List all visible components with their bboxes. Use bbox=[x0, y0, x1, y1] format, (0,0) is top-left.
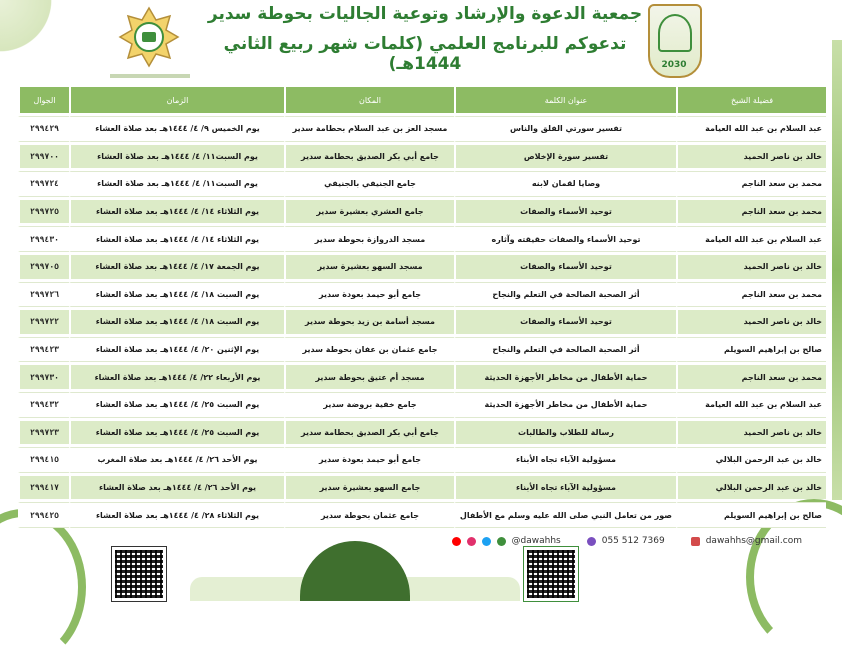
twitter-icon[interactable] bbox=[482, 537, 491, 546]
cell-sheikh: خالد بن ناصر الحميد bbox=[676, 310, 826, 334]
cell-time: يوم الثلاثاء ٢٨/ ٤/ ١٤٤٤هـ بعد صلاة العشاء bbox=[69, 502, 284, 528]
cell-title: حماية الأطفال من مخاطر الأجهزة الحديثة bbox=[454, 365, 676, 389]
cell-title: توحيد الأسماء والصفات bbox=[454, 310, 676, 334]
cell-sheikh: خالد بن ناصر الحميد bbox=[676, 421, 826, 445]
cell-phone: ٢٩٩٧٣٠ bbox=[18, 365, 69, 389]
cell-time: يوم الخميس ٩/ ٤/ ١٤٤٤هـ بعد صلاة العشاء bbox=[69, 116, 284, 142]
table-row bbox=[18, 145, 826, 169]
cell-phone: ٢٩٩٧٠٥ bbox=[18, 255, 69, 279]
bottom-emblem bbox=[300, 541, 410, 601]
cell-sheikh: محمد بن سعد الناجم bbox=[676, 200, 826, 224]
phone-icon bbox=[587, 537, 596, 546]
cell-title: أثر الصحبة الصالحة في التعلم والنجاح bbox=[454, 282, 676, 308]
cell-place: مسجد الدروازة بحوطة سدير bbox=[284, 226, 454, 252]
table-row bbox=[18, 337, 826, 363]
column-header-title: عنوان الكلمة bbox=[454, 87, 676, 113]
column-header-time: الزمان bbox=[69, 87, 284, 113]
decorative-stripe bbox=[832, 40, 842, 500]
table-row bbox=[18, 365, 826, 389]
cell-place: جامع العشري بعشيرة سدير bbox=[284, 200, 454, 224]
footer bbox=[0, 525, 842, 595]
cell-time: يوم الأحد ٢٦/ ٤/ ١٤٤٤هـ بعد صلاة العشاء bbox=[69, 476, 284, 500]
cell-sheikh: خالد بن عبد الرحمن البلالي bbox=[676, 447, 826, 473]
program-title: تدعوكم للبرنامج العلمي (كلمات شهر ربيع الثاني 1444هـ) bbox=[223, 34, 627, 74]
cell-sheikh: عبد السلام بن عبد الله العيامة bbox=[676, 116, 826, 142]
table-row bbox=[18, 200, 826, 224]
mosque-emblem-icon bbox=[658, 14, 692, 52]
header bbox=[0, 0, 842, 80]
qr-code-left[interactable] bbox=[112, 547, 166, 601]
cell-phone: ٢٩٩٤٢٩ bbox=[18, 116, 69, 142]
cell-place: جامع أبي بكر الصديق بحطامة سدير bbox=[284, 145, 454, 169]
cell-place: مسجد أسامة بن زيد بحوطة سدير bbox=[284, 310, 454, 334]
cell-place: مسجد أم عتيق بحوطة سدير bbox=[284, 365, 454, 389]
star-emblem-icon bbox=[118, 6, 180, 68]
table-header-row bbox=[18, 87, 826, 113]
cell-phone: ٢٩٩٤٢٣ bbox=[18, 337, 69, 363]
cell-place: جامع السهو بعشيرة سدير bbox=[284, 476, 454, 500]
cell-phone: ٢٩٩٤١٥ bbox=[18, 447, 69, 473]
cell-sheikh: خالد بن عبد الرحمن البلالي bbox=[676, 476, 826, 500]
cell-sheikh: محمد بن سعد الناجم bbox=[676, 171, 826, 197]
cell-time: يوم السبت ٢٥/ ٤/ ١٤٤٤هـ بعد صلاة العشاء bbox=[69, 421, 284, 445]
cell-place: مسجد العز بن عبد السلام بحطامة سدير bbox=[284, 116, 454, 142]
cell-title: تفسير سورتي الفلق والناس bbox=[454, 116, 676, 142]
cell-place: جامع أبي بكر الصديق بحطامة سدير bbox=[284, 421, 454, 445]
lectures-table bbox=[18, 84, 826, 531]
schedule-table bbox=[18, 84, 826, 531]
cell-phone: ٢٩٩٧٢٥ bbox=[18, 200, 69, 224]
cell-place: جامع أبو حيمد بعودة سدير bbox=[284, 447, 454, 473]
youtube-icon[interactable] bbox=[452, 537, 461, 546]
cell-phone: ٢٩٩٧٢٦ bbox=[18, 282, 69, 308]
column-header-sheikh: فضيلة الشيخ bbox=[676, 87, 826, 113]
table-row bbox=[18, 171, 826, 197]
cell-title: رسالة للطلاب والطالبات bbox=[454, 421, 676, 445]
cell-place: جامع عثمان بحوطة سدير bbox=[284, 502, 454, 528]
email-icon bbox=[691, 537, 700, 546]
cell-place: جامع أبو حيمد بعودة سدير bbox=[284, 282, 454, 308]
cell-sheikh: عبد السلام بن عبد الله العيامة bbox=[676, 392, 826, 418]
instagram-icon[interactable] bbox=[467, 537, 476, 546]
social-handle[interactable]: @dawahhs bbox=[511, 536, 561, 546]
table-row bbox=[18, 476, 826, 500]
table-body bbox=[18, 116, 826, 528]
cell-sheikh: محمد بن سعد الناجم bbox=[676, 365, 826, 389]
cell-phone: ٢٩٩٤٣٠ bbox=[18, 226, 69, 252]
organization-title: جمعية الدعوة والإرشاد وتوعية الجاليات بحوطة سدير bbox=[207, 4, 643, 24]
cell-place: جامع عثمان بن عفان بحوطة سدير bbox=[284, 337, 454, 363]
cell-time: يوم الثلاثاء ١٤/ ٤/ ١٤٤٤هـ بعد صلاة العشاء bbox=[69, 200, 284, 224]
cell-title: تفسير سورة الإخلاص bbox=[454, 145, 676, 169]
cell-time: يوم الإثنين ٢٠/ ٤/ ١٤٤٤هـ بعد صلاة العشاء bbox=[69, 337, 284, 363]
cell-place: مسجد السهو بعشيرة سدير bbox=[284, 255, 454, 279]
qr-code-right[interactable] bbox=[524, 547, 578, 601]
cell-phone: ٢٩٩٧٢٢ bbox=[18, 310, 69, 334]
cell-title: توحيد الأسماء والصفات bbox=[454, 255, 676, 279]
cell-phone: ٢٩٩٤٣٢ bbox=[18, 392, 69, 418]
table-row bbox=[18, 392, 826, 418]
cell-phone: ٢٩٩٧٠٠ bbox=[18, 145, 69, 169]
table-row bbox=[18, 226, 826, 252]
cell-time: يوم الأربعاء ٢٢/ ٤/ ١٤٤٤هـ بعد صلاة العشاء bbox=[69, 365, 284, 389]
cell-time: يوم السبت ١٨/ ٤/ ١٤٤٤هـ بعد صلاة العشاء bbox=[69, 310, 284, 334]
table-row bbox=[18, 116, 826, 142]
cell-time: يوم الأحد ٢٦/ ٤/ ١٤٤٤هـ بعد صلاة المغرب bbox=[69, 447, 284, 473]
table-row bbox=[18, 255, 826, 279]
cell-title: أثر الصحبة الصالحة في التعلم والنجاح bbox=[454, 337, 676, 363]
cell-title: توحيد الأسماء والصفات bbox=[454, 200, 676, 224]
table-row bbox=[18, 310, 826, 334]
cell-sheikh: محمد بن سعد الناجم bbox=[676, 282, 826, 308]
cell-time: يوم الثلاثاء ١٤/ ٤/ ١٤٤٤هـ بعد صلاة العشاء bbox=[69, 226, 284, 252]
column-header-place: المكان bbox=[284, 87, 454, 113]
cell-time: يوم السبت١١/ ٤/ ١٤٤٤هـ بعد صلاة العشاء bbox=[69, 145, 284, 169]
cell-time: يوم السبت ١٨/ ٤/ ١٤٤٤هـ بعد صلاة العشاء bbox=[69, 282, 284, 308]
column-header-phone: الجوال bbox=[18, 87, 69, 113]
cell-sheikh: صالح بن إبراهيم السويلم bbox=[676, 337, 826, 363]
cell-phone: ٢٩٩٧٢٣ bbox=[18, 421, 69, 445]
cell-time: يوم الجمعة ١٧/ ٤/ ١٤٤٤هـ بعد صلاة العشاء bbox=[69, 255, 284, 279]
at-sign-icon bbox=[497, 537, 506, 546]
cell-time: يوم السبت ٢٥/ ٤/ ١٤٤٤هـ بعد صلاة العشاء bbox=[69, 392, 284, 418]
contact-bar bbox=[452, 533, 802, 549]
cell-title: مسؤولية الآباء تجاه الأبناء bbox=[454, 476, 676, 500]
table-row bbox=[18, 282, 826, 308]
table-row bbox=[18, 447, 826, 473]
cell-time: يوم السبت١١/ ٤/ ١٤٤٤هـ بعد صلاة العشاء bbox=[69, 171, 284, 197]
cell-title: حماية الأطفال من مخاطر الأجهزة الحديثة bbox=[454, 392, 676, 418]
cell-sheikh: صالح بن إبراهيم السويلم bbox=[676, 502, 826, 528]
cell-sheikh: خالد بن ناصر الحميد bbox=[676, 255, 826, 279]
vision-label: 2030 bbox=[661, 60, 687, 70]
association-logo bbox=[110, 4, 190, 78]
cell-title: توحيد الأسماء والصفات حقيقته وآثاره bbox=[454, 226, 676, 252]
cell-place: جامع الجنيفي بالجنيفي bbox=[284, 171, 454, 197]
cell-phone: ٢٩٩٤٢٥ bbox=[18, 502, 69, 528]
phone-number[interactable]: 055 512 7369 bbox=[601, 536, 665, 546]
cell-place: جامع خفية بروضة سدير bbox=[284, 392, 454, 418]
table-row bbox=[18, 421, 826, 445]
cell-phone: ٢٩٩٤١٧ bbox=[18, 476, 69, 500]
cell-title: وصايا لقمان لابنه bbox=[454, 171, 676, 197]
logo-underline bbox=[110, 74, 190, 78]
email-address[interactable]: dawahhs@gmail.com bbox=[705, 536, 802, 546]
cell-title: مسؤولية الآباء تجاه الأبناء bbox=[454, 447, 676, 473]
cell-phone: ٢٩٩٧٢٤ bbox=[18, 171, 69, 197]
cell-sheikh: عبد السلام بن عبد الله العيامة bbox=[676, 226, 826, 252]
cell-title: صور من تعامل النبي صلى الله عليه وسلم مع الأطفال bbox=[454, 502, 676, 528]
cell-sheikh: خالد بن ناصر الحميد bbox=[676, 145, 826, 169]
